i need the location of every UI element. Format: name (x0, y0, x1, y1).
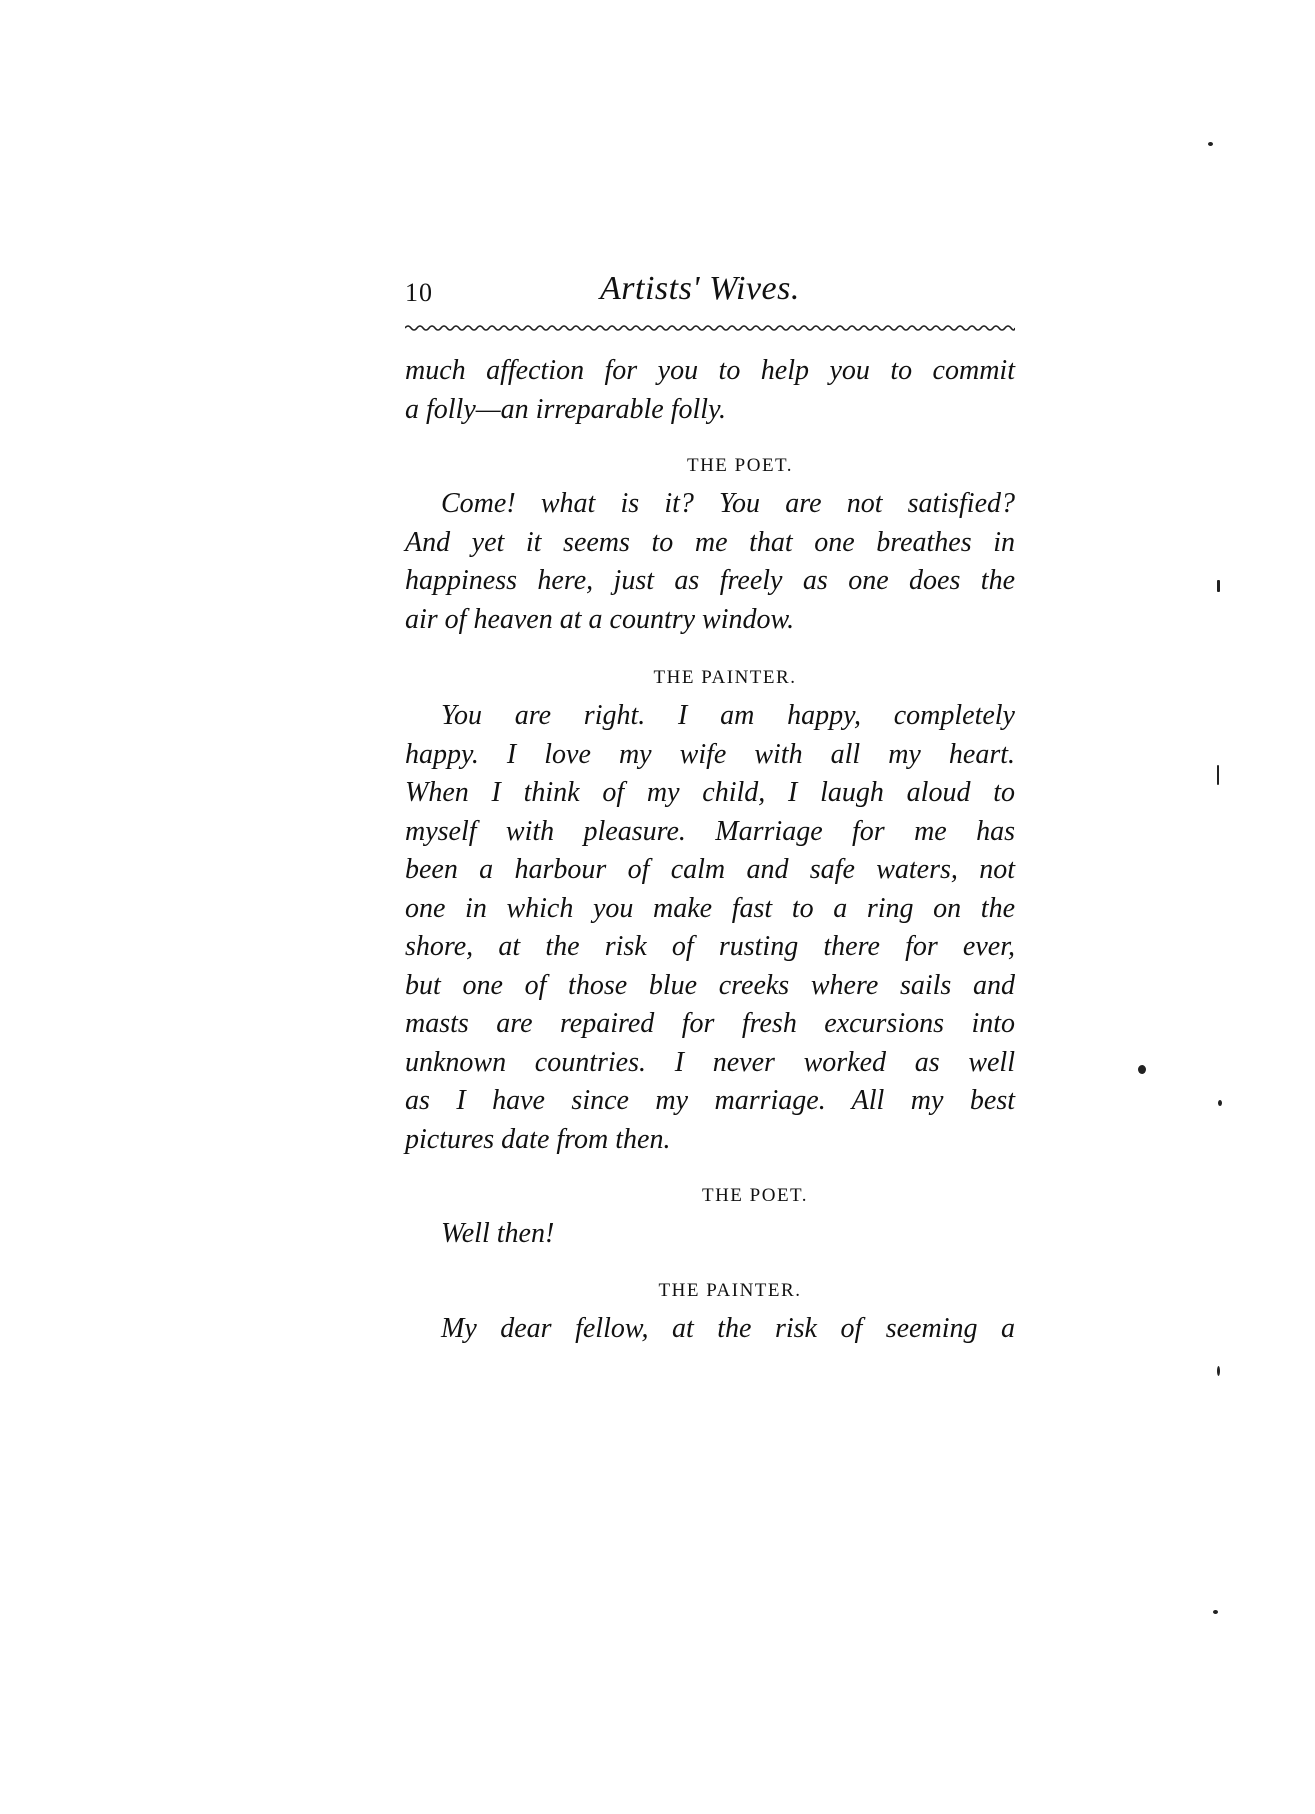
paragraph-painter (405, 697, 1015, 1159)
text-line: pictures date from then. (405, 1123, 671, 1155)
running-title: Artists' Wives. (600, 270, 800, 307)
book-page (405, 270, 1015, 1344)
page-number: 10 (405, 278, 433, 307)
speaker-heading: THE POET. (686, 455, 794, 476)
scan-speck (1217, 765, 1219, 785)
text-line: And yet it seems to me that one breathes in (405, 526, 1015, 558)
scan-speck (1138, 1065, 1146, 1074)
text-line: a folly—an irreparable folly. (405, 393, 726, 425)
text-line: air of heaven at a country window. (405, 603, 795, 635)
scan-speck (1208, 142, 1213, 146)
text-line: but one of those blue creeks where sails and (405, 969, 1015, 1001)
paragraph-continuation (405, 352, 1015, 429)
text-line: masts are repaired for fresh excursions into (405, 1008, 1015, 1039)
scan-speck (1213, 1610, 1218, 1614)
text-line: myself with pleasure. Marriage for me has (405, 815, 1015, 847)
paragraph-poet (405, 485, 1015, 639)
text-line: When I think of my child, I laugh aloud to (405, 777, 1015, 808)
speaker-heading: THE PAINTER. (653, 667, 797, 688)
text-line: as I have since my marriage. All my best (405, 1085, 1015, 1116)
scan-speck (1217, 1366, 1220, 1376)
text-line: much affection for you to help you to commit (405, 355, 1015, 386)
paragraph-painter-reply (405, 1310, 1015, 1349)
running-head (405, 270, 1015, 316)
speaker-heading: THE POET. (701, 1185, 809, 1206)
speaker-heading: THE PAINTER. (658, 1279, 802, 1301)
text-line: been a harbour of calm and safe waters, not (405, 854, 1015, 885)
text-line: Come! what is it? You are not satisfied? (441, 488, 1015, 519)
paragraph-poet-reply (405, 1215, 1015, 1254)
text-line: happy. I love my wife with all my heart. (405, 738, 1015, 770)
text-line: My dear fellow, at the risk of seeming a (441, 1312, 1015, 1344)
text-line: shore, at the risk of rusting there for ever, (405, 931, 1015, 962)
page-body (405, 352, 1015, 1348)
text-line: Well then! (441, 1218, 555, 1249)
scan-speck (1217, 580, 1220, 592)
text-line: You are right. I am happy, completely (441, 700, 1015, 731)
scan-speck (1218, 1100, 1222, 1106)
text-line: unknown countries. I never worked as well (405, 1046, 1015, 1078)
text-line: one in which you make fast to a ring on the (405, 892, 1015, 924)
wavy-rule (405, 324, 1015, 332)
text-line: happiness here, just as freely as one does the (405, 565, 1015, 596)
